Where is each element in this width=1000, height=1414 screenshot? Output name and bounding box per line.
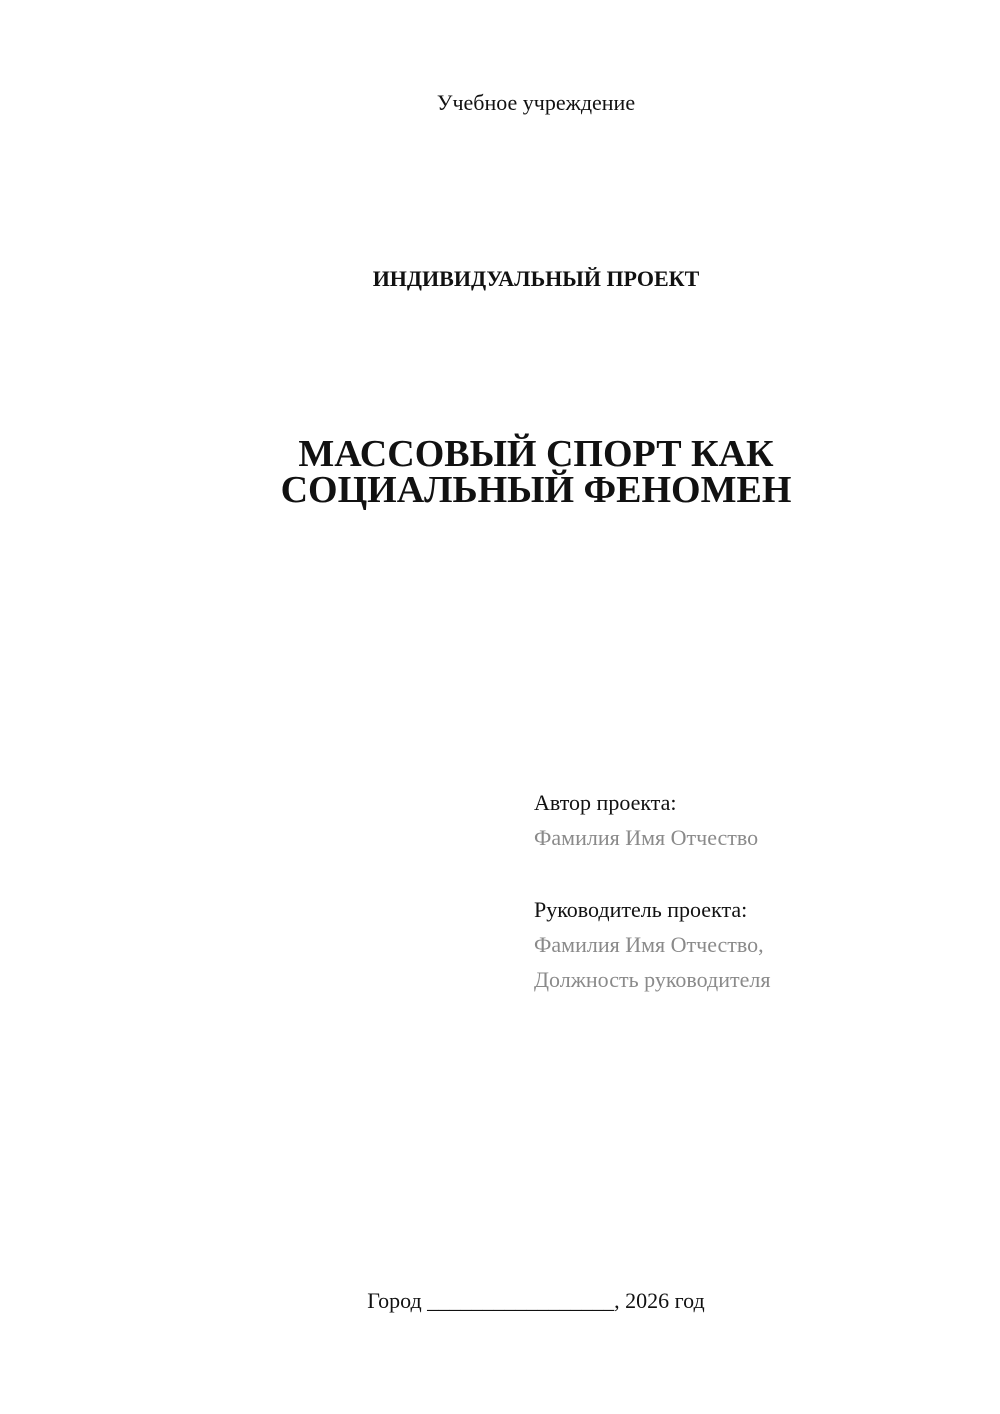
supervisor-position: Должность руководителя xyxy=(534,967,771,992)
supervisor-name: Фамилия Имя Отчество, xyxy=(534,932,764,957)
institution-name: Учебное учреждение xyxy=(436,90,636,115)
project-title-line-2: СОЦИАЛЬНЫЙ ФЕНОМЕН xyxy=(280,469,792,511)
author-name: Фамилия Имя Отчество xyxy=(534,825,759,850)
supervisor-label: Руководитель проекта: xyxy=(534,897,748,922)
project-title-line-1: МАССОВЫЙ СПОРТ КАК xyxy=(298,433,774,475)
author-label: Автор проекта: xyxy=(534,790,677,815)
city-year-footer: Город _________________, 2026 год xyxy=(367,1288,705,1313)
supervisor-block xyxy=(534,892,770,997)
author-block xyxy=(534,785,758,855)
project-title xyxy=(0,433,1000,511)
project-type-heading: ИНДИВИДУАЛЬНЫЙ ПРОЕКТ xyxy=(372,266,700,291)
